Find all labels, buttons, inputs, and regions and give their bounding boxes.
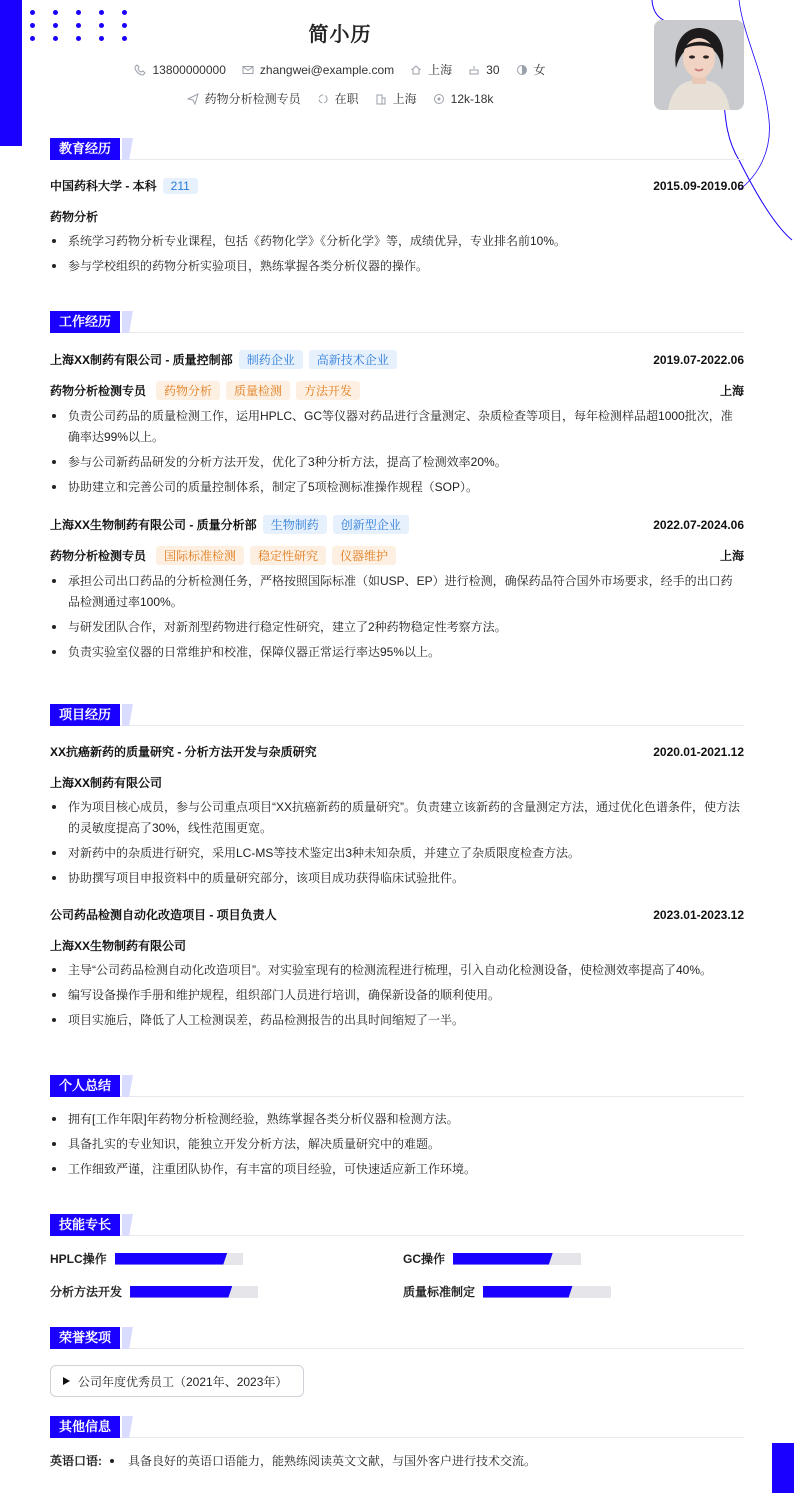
skill-bar: [115, 1253, 243, 1265]
section-header: [50, 138, 744, 160]
project-header-row: [50, 743, 744, 760]
list-item: 主导“公司药品检测自动化改造项目”。对实验室现有的检测流程进行梳理，引入自动化检测设备，使检测效率提高了40%。: [50, 960, 744, 981]
project-company: 上海XX生物制药有限公司: [50, 939, 187, 953]
award-item[interactable]: [50, 1365, 304, 1397]
bullet-dot: [110, 1459, 114, 1463]
phone-icon: [134, 64, 146, 76]
skill-bar-fill: [453, 1253, 553, 1265]
job-date: 2019.07-2022.06: [653, 352, 744, 367]
section-title: 工作经历: [50, 311, 120, 333]
section-title-tail: [122, 1214, 138, 1236]
education-bullets: [50, 231, 744, 277]
awards-section: [50, 1327, 744, 1397]
section-title-tail: [122, 138, 138, 160]
summary-bullets: [50, 1109, 744, 1180]
company-tag: 生物制药: [263, 515, 327, 534]
list-item: 与研发团队合作，对新剂型药物进行稳定性研究，建立了2种药物稳定性考察方法。: [50, 617, 744, 638]
list-item: 参与学校组织的药物分析实验项目，熟练掌握各类分析仪器的操作。: [50, 256, 744, 277]
portrait-photo: [654, 20, 744, 110]
skill-item: [403, 1283, 744, 1300]
skill-tag: 仪器维护: [332, 546, 396, 565]
section-header: [50, 311, 744, 333]
company-tag: 高新技术企业: [309, 350, 397, 369]
job-city: 上海: [719, 384, 744, 398]
section-title-tail: [122, 1075, 138, 1097]
city-text: 上海: [428, 63, 453, 77]
list-item: 协助建立和完善公司的质量控制体系，制定了5项检测标准操作规程（SOP）。: [50, 477, 744, 498]
skill-name: 分析方法开发: [50, 1285, 123, 1299]
section-title-tail: [122, 1416, 138, 1438]
target-city-text: 上海: [392, 92, 417, 106]
other-info-row: [50, 1452, 744, 1469]
skill-tag: 方法开发: [296, 381, 360, 400]
candidate-name: 简小历: [308, 24, 372, 46]
company-tag: 创新型企业: [333, 515, 409, 534]
skill-tag: 质量检测: [226, 381, 290, 400]
project-company-row: [50, 937, 744, 954]
skill-bar-fill: [115, 1253, 228, 1265]
section-title-tail: [122, 1327, 138, 1349]
skill-name: GC操作: [403, 1252, 446, 1266]
salary-info: [433, 92, 494, 106]
skill-tag: 药物分析: [156, 381, 220, 400]
list-item: 具备扎实的专业知识，能独立开发分析方法，解决质量研究中的难题。: [50, 1134, 744, 1155]
coin-icon: [433, 93, 445, 105]
skills-grid: [50, 1250, 744, 1300]
age-text: 30: [486, 62, 500, 77]
phone-info: [134, 63, 225, 77]
project-bullets: [50, 960, 744, 1031]
job-date: 2022.07-2024.06: [653, 517, 744, 532]
cake-icon: [468, 64, 480, 76]
company-name: 上海XX生物制药有限公司 - 质量分析部: [50, 518, 257, 532]
section-title: 荣誉奖项: [50, 1327, 120, 1349]
skill-bar-fill: [130, 1286, 232, 1298]
list-item: 项目实施后，降低了人工检测误差，药品检测报告的出具时间缩短了一半。: [50, 1010, 744, 1031]
skill-tag: 国际标准检测: [156, 546, 244, 565]
skills-section: [50, 1214, 744, 1300]
email-text: zhangwei@example.com: [259, 62, 395, 77]
job-city: 上海: [719, 549, 744, 563]
other-section: [50, 1416, 744, 1469]
summary-section: [50, 1075, 744, 1180]
list-item: 对新药中的杂质进行研究，采用LC-MS等技术鉴定出3种未知杂质，并建立了杂质限度检查方法。: [50, 843, 744, 864]
job-info-row: [50, 90, 630, 107]
skill-bar: [453, 1253, 581, 1265]
home-icon: [410, 64, 422, 76]
section-title: 教育经历: [50, 138, 120, 160]
list-item: 协助撰写项目申报资料中的质量研究部分，该项目成功获得临床试验批件。: [50, 868, 744, 889]
section-title: 其他信息: [50, 1416, 120, 1438]
education-section: [50, 138, 744, 277]
project-name: 公司药品检测自动化改造项目 - 项目负责人: [50, 908, 277, 922]
gender-icon: [516, 64, 528, 76]
gender-text: 女: [533, 63, 546, 77]
job-bullets: [50, 571, 744, 663]
skill-name: 质量标准制定: [403, 1285, 476, 1299]
project-company-row: [50, 774, 744, 791]
job-bullets: [50, 406, 744, 498]
school-name: 中国药科大学 - 本科: [50, 179, 157, 193]
skill-item: [403, 1250, 744, 1267]
section-header: [50, 704, 744, 726]
basic-info-row: [50, 61, 630, 78]
mail-icon: [242, 64, 254, 76]
refresh-icon: [317, 93, 329, 105]
job-position-row: [50, 381, 744, 400]
major-row: [50, 208, 744, 225]
status-text: 在职: [334, 92, 359, 106]
job-header-row: [50, 350, 744, 369]
corner-accent-right: [772, 1443, 794, 1493]
age-info: [468, 63, 499, 77]
section-title-tail: [122, 311, 138, 333]
list-item: 负责公司药品的质量检测工作，运用HPLC、GC等仪器对药品进行含量测定、杂质检查等项目，每年检测样品超1000批次，准确率达99%以上。: [50, 406, 744, 448]
target-city-info: [375, 90, 417, 107]
gender-info: [516, 61, 546, 78]
skill-name: HPLC操作: [50, 1252, 107, 1266]
project-company: 上海XX制药有限公司: [50, 776, 163, 790]
section-title: 技能专长: [50, 1214, 120, 1236]
list-item: 参与公司新药品研发的分析方法开发，优化了3种分析方法，提高了检测效率20%。: [50, 452, 744, 473]
position: 药物分析检测专员: [50, 549, 147, 563]
list-item: 承担公司出口药品的分析检测任务，严格按照国际标准（如USP、EP）进行检测，确保药品符合国外市场要求，经手的出口药品检测通过率100%。: [50, 571, 744, 613]
skill-bar: [483, 1286, 611, 1298]
education-row: [50, 177, 744, 194]
target-job-info: [187, 90, 301, 107]
list-item: 系统学习药物分析专业课程，包括《药物化学》《分析化学》等，成绩优异，专业排名前10%。: [50, 231, 744, 252]
project-name: XX抗癌新药的质量研究 - 分析方法开发与杂质研究: [50, 745, 317, 759]
work-section: [50, 311, 744, 663]
major: 药物分析: [50, 210, 99, 224]
triangle-right-icon: [63, 1377, 70, 1385]
salary-text: 12k-18k: [450, 91, 494, 106]
project-date: 2020.01-2021.12: [653, 744, 744, 759]
job-header-row: [50, 515, 744, 534]
skill-bar-fill: [483, 1286, 573, 1298]
project-header-row: [50, 906, 744, 923]
city-info: [410, 61, 452, 78]
phone-text: 13800000000: [152, 62, 226, 77]
project-bullets: [50, 797, 744, 889]
award-text: 公司年度优秀员工（2021年、2023年）: [78, 1374, 288, 1389]
other-label: 英语口语:: [50, 1454, 102, 1468]
list-item: 工作细致严谨，注重团队协作，有丰富的项目经验，可快速适应新工作环境。: [50, 1159, 744, 1180]
building-icon: [375, 93, 387, 105]
section-header: [50, 1327, 744, 1349]
resume-header: [50, 18, 630, 107]
project-date: 2023.01-2023.12: [653, 907, 744, 922]
section-header: [50, 1214, 744, 1236]
section-title: 项目经历: [50, 704, 120, 726]
company-name: 上海XX制药有限公司 - 质量控制部: [50, 353, 233, 367]
section-title-tail: [122, 704, 138, 726]
avatar: [654, 20, 744, 110]
projects-section: [50, 704, 744, 1031]
section-header: [50, 1416, 744, 1438]
list-item: 作为项目核心成员，参与公司重点项目“XX抗癌新药的质量研究”。负责建立该新药的含量测定方法，通过优化色谱条件，使方法的灵敏度提高了30%，线性范围更宽。: [50, 797, 744, 839]
skill-item: [50, 1283, 403, 1300]
send-icon: [187, 93, 199, 105]
skill-item: [50, 1250, 403, 1267]
email-info: [242, 63, 394, 77]
target-job-text: 药物分析检测专员: [204, 92, 301, 106]
list-item: 编写设备操作手册和维护规程，组织部门人员进行培训，确保新设备的顺利使用。: [50, 985, 744, 1006]
section-header: [50, 1075, 744, 1097]
school-tag: 211: [163, 178, 198, 194]
education-date: 2015.09-2019.06: [653, 178, 744, 193]
job-position-row: [50, 546, 744, 565]
list-item: 负责实验室仪器的日常维护和校准，保障仪器正常运行率达95%以上。: [50, 642, 744, 663]
company-tag: 制药企业: [239, 350, 303, 369]
corner-accent-left: [0, 0, 22, 146]
status-info: [317, 90, 359, 107]
skill-bar: [130, 1286, 258, 1298]
skill-tag: 稳定性研究: [250, 546, 326, 565]
position: 药物分析检测专员: [50, 384, 147, 398]
section-title: 个人总结: [50, 1075, 120, 1097]
other-text: 具备良好的英语口语能力，能熟练阅读英文文献，与国外客户进行技术交流。: [128, 1454, 537, 1468]
list-item: 拥有[工作年限]年药物分析检测经验，熟练掌握各类分析仪器和检测方法。: [50, 1109, 744, 1130]
